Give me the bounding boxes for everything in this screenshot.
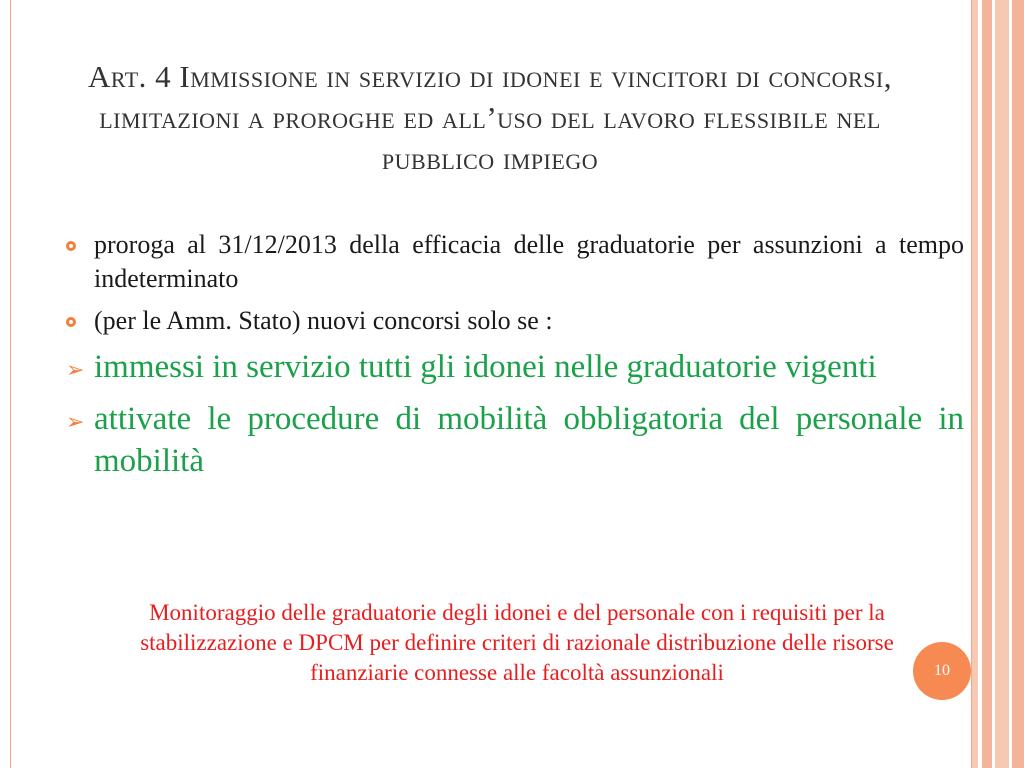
monitoring-note: Monitoraggio delle graduatorie degli idonei e del personale con i requisiti per la stabilizzazione e DPCM per definire criteri di razionale distribuzione delle risorse finanziarie connesse alle facoltà assunzionali — [140, 600, 894, 685]
slide-content — [62, 228, 964, 492]
bullet-text: proroga al 31/12/2013 della efficacia delle graduatorie per assunzioni a tempo indeterminato — [94, 230, 964, 293]
bullet-text: (per le Amm. Stato) nuovi concorsi solo se : — [94, 306, 553, 335]
circle-bullet-icon — [66, 317, 76, 327]
sub-bullet-text: immessi in servizio tutti gli idonei nelle graduatorie vigenti — [94, 349, 877, 385]
arrow-bullet-icon: ➢ — [66, 358, 85, 383]
decorative-stripes — [972, 0, 1024, 768]
sub-bullet-text: attivate le procedure di mobilità obbligatoria del personale in mobilità — [94, 401, 964, 479]
page-number-badge — [913, 642, 971, 700]
stripe — [995, 0, 1009, 768]
bullet-item — [62, 228, 964, 296]
arrow-bullet-icon: ➢ — [66, 410, 85, 435]
sub-bullet-item — [62, 346, 964, 388]
sub-bullet-item — [62, 398, 964, 482]
stripe — [1012, 0, 1024, 768]
page-number: 10 — [934, 662, 950, 679]
stripe — [982, 0, 992, 768]
circle-bullet-icon — [66, 241, 76, 251]
slide-title: Art. 4 Immissione in servizio di idonei e vincitori di concorsi, limitazioni a proroghe ed all’uso del lavoro flessibile nel pubblico impiego — [87, 59, 893, 176]
bullet-item — [62, 304, 964, 338]
